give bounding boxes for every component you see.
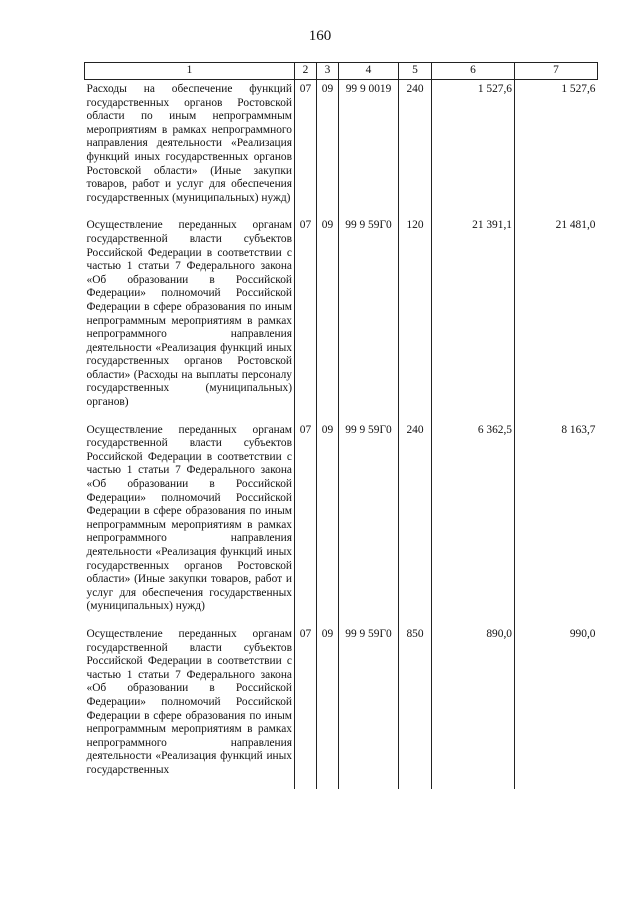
section-code: 07 xyxy=(295,421,317,625)
table-row xyxy=(85,80,598,217)
amount-col7: 8 163,7 xyxy=(515,421,598,625)
header-cell-3: 3 xyxy=(317,63,339,80)
header-cell-6: 6 xyxy=(432,63,515,80)
amount-col7: 1 527,6 xyxy=(515,80,598,217)
table-row xyxy=(85,216,598,420)
amount-col7: 990,0 xyxy=(515,625,598,789)
amount-col6: 21 391,1 xyxy=(432,216,515,420)
header-row xyxy=(85,63,598,80)
amount-col6: 890,0 xyxy=(432,625,515,789)
target-article-code: 99 9 59Г0 xyxy=(339,625,399,789)
expense-type-code: 240 xyxy=(399,80,432,217)
subsection-code: 09 xyxy=(317,625,339,789)
row-description: Осуществление переданных органам государственной власти субъектов Российской Федерации в соответствии с частью 1 статьи 7 Федерального закона «Об образовании в Российской Федерации» полномочий Российской Федерации в сфере образования по иным непрограммным мероприятиям в рамках непрограммного направления деятельности «Реализация функций иных государственных органов Ростовской области» (Расходы на выплаты персоналу государственных (муниципальных) органов) xyxy=(86,219,292,409)
subsection-code: 09 xyxy=(317,421,339,625)
row-description: Осуществление переданных органам государственной власти субъектов Российской Федерации в соответствии с частью 1 статьи 7 Федерального закона «Об образовании в Российской Федерации» полномочий Российской Федерации в сфере образования по иным непрограммным мероприятиям в рамках непрограммного направления деятельности «Реализация функций иных государственных xyxy=(86,627,292,776)
page-number: 160 xyxy=(308,28,332,44)
section-code: 07 xyxy=(295,216,317,420)
target-article-code: 99 9 59Г0 xyxy=(339,421,399,625)
expense-type-code: 120 xyxy=(399,216,432,420)
target-article-code: 99 9 59Г0 xyxy=(339,216,399,420)
subsection-code: 09 xyxy=(317,216,339,420)
subsection-code: 09 xyxy=(317,80,339,217)
header-cell-4: 4 xyxy=(339,63,399,80)
row-description: Расходы на обеспечение функций государственных органов Ростовской области по иным непрограммным мероприятиям в рамках непрограммного направления деятельности «Реализация функций иных государственных органов Ростовской области» (Иные закупки товаров, работ и услуг для обеспечения государственных (муниципальных) нужд) xyxy=(86,83,292,204)
table-row xyxy=(85,421,598,625)
header-cell-2: 2 xyxy=(295,63,317,80)
budget-table xyxy=(84,62,598,789)
amount-col6: 6 362,5 xyxy=(432,421,515,625)
expense-type-code: 850 xyxy=(399,625,432,789)
target-article-code: 99 9 0019 xyxy=(339,80,399,217)
amount-col6: 1 527,6 xyxy=(432,80,515,217)
section-code: 07 xyxy=(295,80,317,217)
header-cell-7: 7 xyxy=(515,63,598,80)
amount-col7: 21 481,0 xyxy=(515,216,598,420)
header-cell-1: 1 xyxy=(85,63,295,80)
row-description: Осуществление переданных органам государственной власти субъектов Российской Федерации в соответствии с частью 1 статьи 7 Федерального закона «Об образовании в Российской Федерации» полномочий Российской Федерации в сфере образования по иным непрограммным мероприятиям в рамках непрограммного направления деятельности «Реализация функций иных государственных органов Ростовской области» (Иные закупки товаров, работ и услуг для обеспечения государственных (муниципальных) нужд) xyxy=(86,423,292,613)
table-row xyxy=(85,625,598,789)
section-code: 07 xyxy=(295,625,317,789)
expense-type-code: 240 xyxy=(399,421,432,625)
header-cell-5: 5 xyxy=(399,63,432,80)
